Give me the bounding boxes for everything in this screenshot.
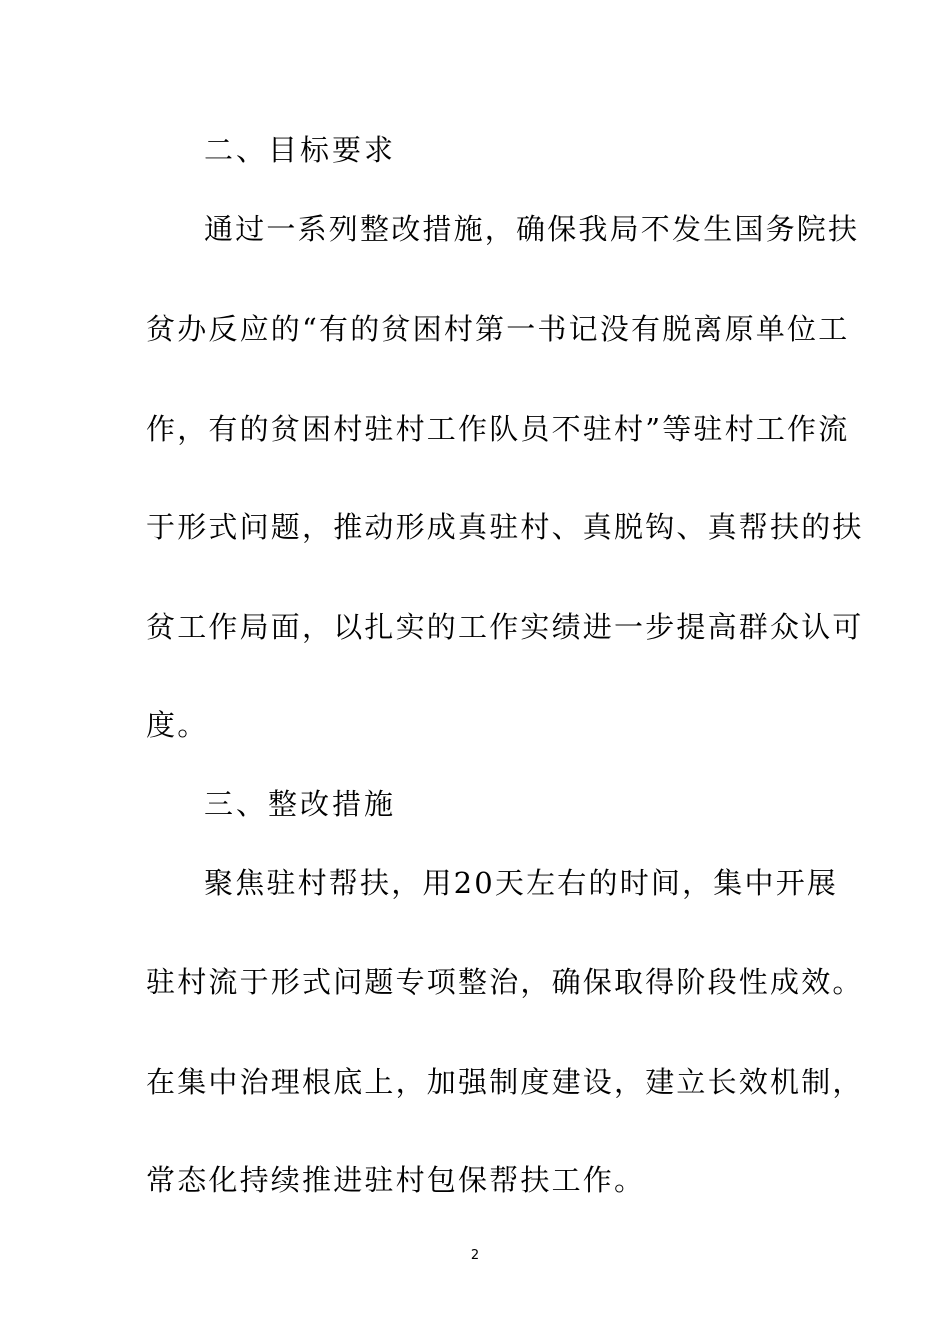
paragraph-line: 通过一系列整改措施，确保我局不发生国务院扶 — [204, 212, 860, 246]
paragraph-line: 在集中治理根底上，加强制度建设，建立长效机制， — [146, 1065, 864, 1099]
paragraph-line: 贫办反应的“有的贫困村第一书记没有脱离原单位工 — [146, 312, 850, 346]
page-number: 2 — [470, 1248, 480, 1263]
paragraph-line: 作，有的贫困村驻村工作队员不驻村”等驻村工作流 — [146, 412, 850, 446]
paragraph-line: 驻村流于形式问题专项整治，确保取得阶段性成效。 — [146, 965, 864, 999]
paragraph-line: 贫工作局面，以扎实的工作实绩进一步提高群众认可 — [146, 610, 864, 644]
section-heading-measures: 三、整改措施 — [204, 787, 397, 821]
section-heading-goals: 二、目标要求 — [204, 133, 397, 167]
paragraph-line: 于形式问题，推动形成真驻村、真脱钩、真帮扶的扶 — [146, 510, 864, 544]
paragraph-line: 常态化持续推进驻村包保帮扶工作。 — [146, 1163, 646, 1197]
paragraph-line: 聚焦驻村帮扶，用20天左右的时间，集中开展 — [204, 866, 839, 900]
paragraph-line: 度。 — [146, 708, 209, 742]
